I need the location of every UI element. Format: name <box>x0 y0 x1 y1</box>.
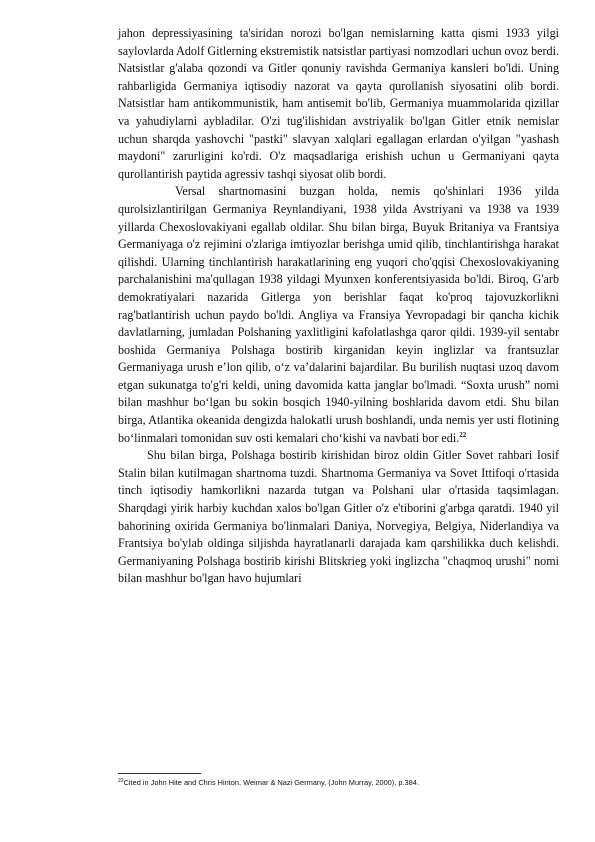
footnote-text: Cited in John Hite and Chris Hinton, Weimar & Nazi Germany, (John Murray, 2000), p.384. <box>123 778 419 787</box>
footnote-reference[interactable]: 22 <box>459 430 467 439</box>
paragraph-2-text: Versal shartnomasini buzgan holda, nemis qo'shinlari 1936 yilda qurolsizlantirilgan Germaniya Reynlandiyani, 1938 yilda Avstriyani va 1938 va 1939 yillarda Chexoslovakiyani egallab oldilar. Shu bilan birga, Buyuk Britaniya va Frantsiya Germaniyaga o'z rejimini o'zlariga imtiyozlar berishga umid qilib, tinchlantirishga harakat qilishdi. Ularning tinchlantirish harakatlarining eng yuqori cho'qqisi Chexoslovakiyaning parchalanishini ma'qullagan 1938 yildagi Myunxen konferentsiyasida bo'ldi. Biroq, G'arb demokratiyalari nazarida Gitlerga yon berishlar faqat ko'proq tajovuzkorlikni rag'batlantirish uchun paydo bo'ldi. Angliya va Fransiya Yevropadagi bir qancha kichik davlatlarning, jumladan Polshaning yaxlitligini kafolatlashga qaror qildi. 1939-yil sentabr boshida Germaniya Polshaga bostirib kirganidan keyin inglizlar va frantsuzlar Germaniyaga urush e’lon qilib, o‘z va’dalarini bajardilar. Bu burilish nuqtasi uzoq davom etgan sukunatga to'g'ri keldi, uning davomida katta janglar bo'lmadi. “Soxta urush” nomi bilan mashhur bo‘lgan bu sokin bosqich 1940-yilning boshlarida davom etdi. Shu bilan birga, Atlantika okeanida dengizda halokatli urush boshlandi, unda nemis yer usti flotining bo‘linmalari tomonidan suv osti kemalari cho‘kishi va navbati bor edi. <box>118 184 559 445</box>
paragraph-3: Shu bilan birga, Polshaga bostirib kirishidan biroz oldin Gitler Sovet rahbari Iosif Stalin bilan kutilmagan shartnoma tuzdi. Shartnoma Germaniya va Sovet Ittifoqi o'rtasida tinch iqtisodiy hamkorlikni nazarda tutgan va Polshani ular o'rtasida taqsimlagan. Sharqdagi yirik harbiy kuchdan xalos bo'lgan Gitler o'z e'tiborini g'arbga qaratdi. 1940 yil bahorining oxirida Germaniya bo'linmalari Daniya, Norvegiya, Belgiya, Niderlandiya va Frantsiya bo'ylab oldinga siljishda hayratlanarli darajada kam qarshilikka duch kelishdi. Germaniyaning Polshaga bostirib kirishi Blitskrieg yoki inglizcha "chaqmoq urushi" nomi bilan mashhur bo'lgan havo hujumlari <box>118 448 559 586</box>
footnote-number: 22 <box>118 778 124 784</box>
document-body <box>118 25 559 588</box>
paragraph-2 <box>118 183 559 447</box>
paragraph-1: jahon depressiyasining ta'siridan norozi bo'lgan nemislarning katta qismi 1933 yilgi saylovlarda Adolf Gitlerning ekstremistik natsistlar partiyasi nomzodlari uchun ovoz berdi. Natsistlar g'alaba qozondi va Gitler qonuniy ravishda Germaniya kansleri bo'ldi. Uning rahbarligida Germaniya iqtisodiy nazorat va qayta qurollanish siyosatini olib bordi. Natsistlar ham antikommunistik, ham antisemit bo'lib, Germaniya muammolarida qizillar va yahudiylarni aybladilar. O'zi tug'ilishidan avstriyalik bo'lgan Gitler etnik nemislar uchun sharqda yashovchi "pastki" slavyan xalqlari egallagan erlardan o'yilgan "yashash maydoni" zarurligini ko'rdi. O'z maqsadlariga erishish uchun u Germaniyani qayta qurollantirish paytida agressiv tashqi siyosat olib bordi. <box>118 26 559 181</box>
footnote-divider <box>118 773 201 774</box>
footnote <box>118 778 559 788</box>
